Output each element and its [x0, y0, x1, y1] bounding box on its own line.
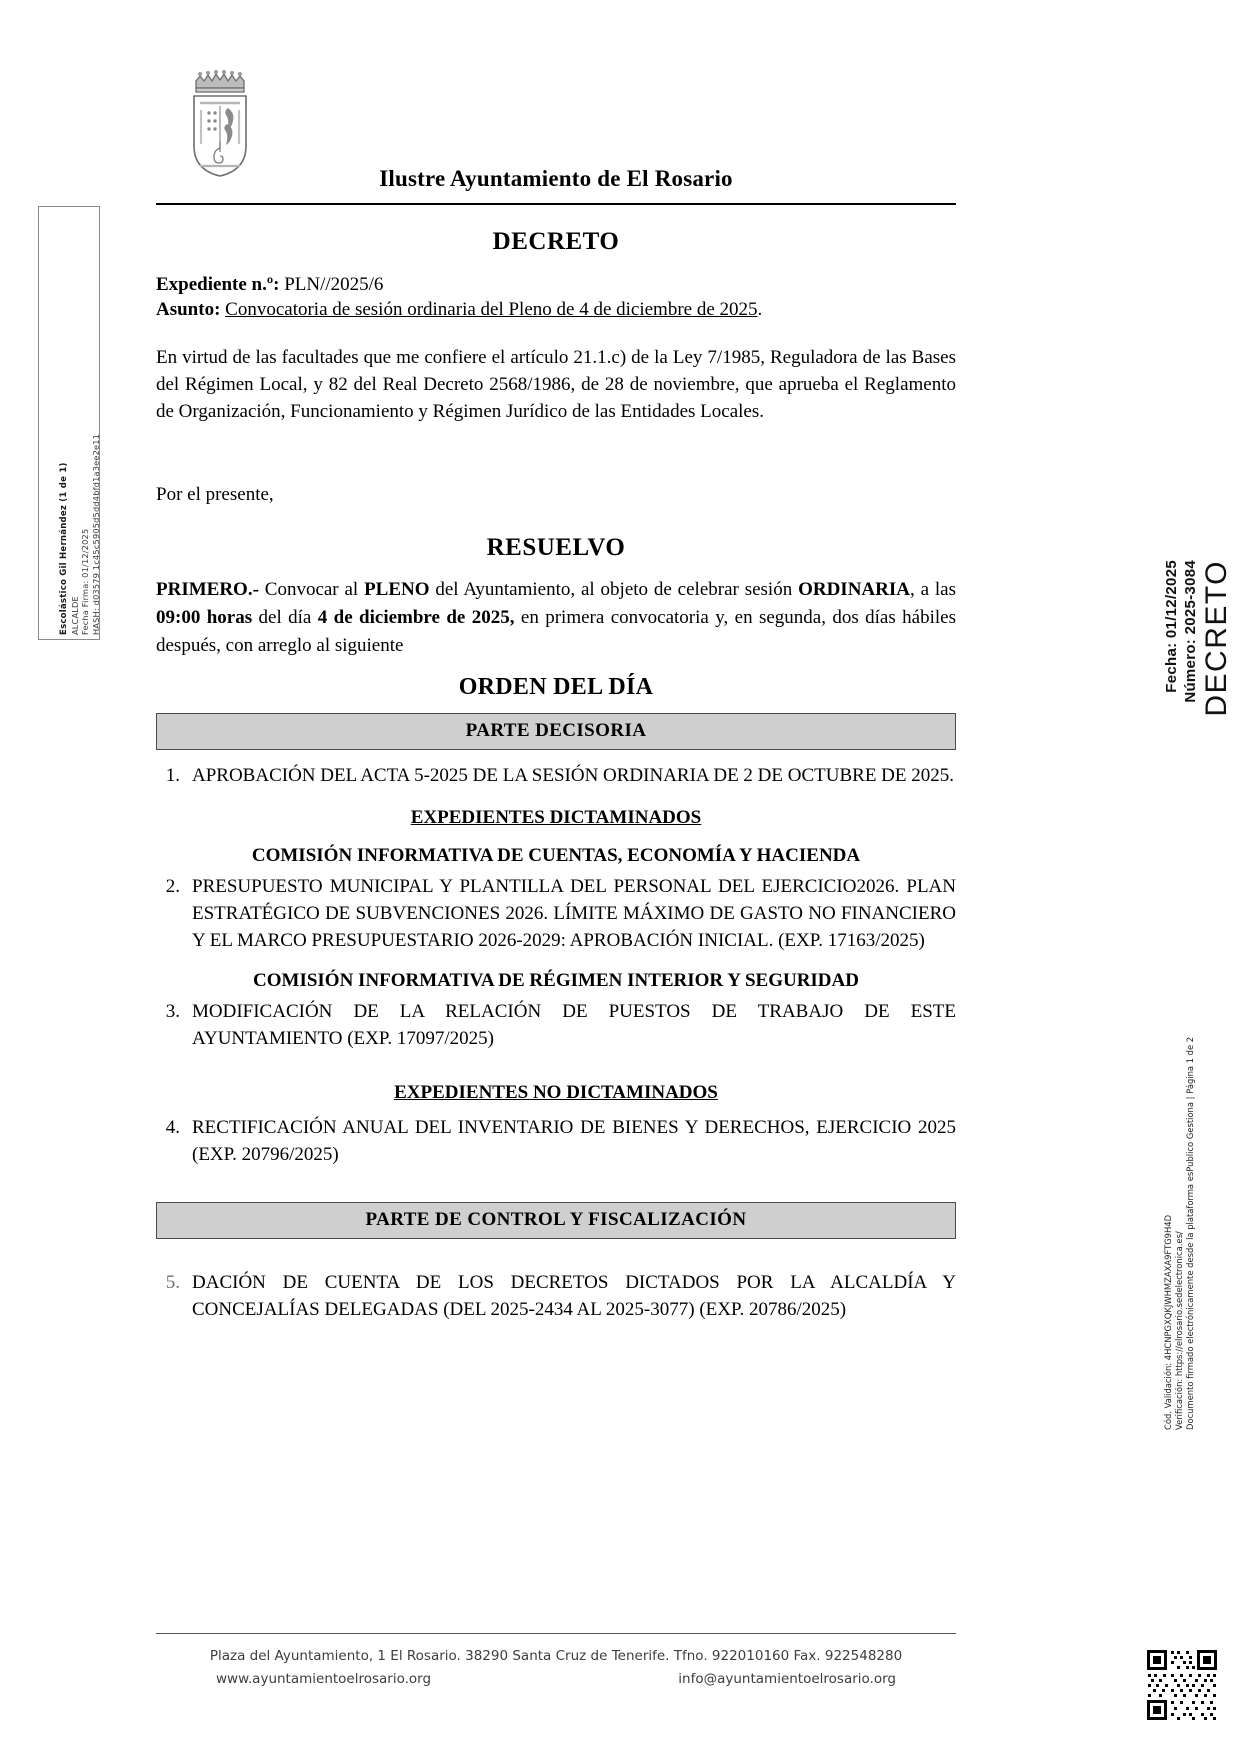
agenda-list-regimen — [156, 998, 956, 1052]
signature-date: Fecha Firma: 01/12/2025 — [80, 528, 90, 635]
footer-email[interactable]: info@ayuntamientoelrosario.org — [678, 1671, 896, 1687]
right-margin-decreto-band — [1163, 560, 1233, 920]
footer-divider — [156, 1633, 956, 1634]
item-text: RECTIFICACIÓN ANUAL DEL INVENTARIO DE BIENES Y DERECHOS, EJERCICIO 2025 (EXP. 20796/2025) — [192, 1117, 956, 1165]
signature-stamp-rotated — [39, 207, 101, 641]
coat-of-arms-icon — [178, 62, 262, 180]
item-number: 5. — [165, 1272, 180, 1293]
item-text: PRESUPUESTO MUNICIPAL Y PLANTILLA DEL PERSONAL DEL EJERCICIO2026. PLAN ESTRATÉGICO DE SUBVENCIONES 2026. LÍMITE MÁXIMO DE GASTO NO FINANCIERO Y EL MARCO PRESUPUESTARIO 2026-2029: APROBACIÓN INICIAL. (EXP. 17163/2025) — [192, 876, 956, 951]
footer-address: Plaza del Ayuntamiento, 1 El Rosario. 38290 Santa Cruz de Tenerife. Tfno. 922010160 Fax. 922548280 — [209, 1648, 903, 1664]
footer-contact-row — [156, 1668, 956, 1691]
agenda-list-control — [156, 1269, 956, 1323]
expediente-value: PLN//2025/6 — [284, 274, 384, 295]
signature-signer-name: Escolástico Gil Hernández (1 de 1) — [59, 462, 69, 635]
band-parte-decisoria: PARTE DECISORIA — [156, 713, 956, 750]
page-footer — [156, 1645, 956, 1691]
orden-del-dia-heading: ORDEN DEL DÍA — [458, 674, 654, 700]
page-title: DECRETO — [492, 228, 620, 255]
asunto-value: Convocatoria de sesión ordinaria del Pleno de 4 de diciembre de 2025 — [225, 299, 758, 320]
signature-hash: HASH: d03579 1c45c5905d5dd4bfd1a3ee2e11 — [90, 433, 101, 635]
signature-signer-role: ALCALDE — [69, 596, 80, 635]
list-item — [156, 998, 956, 1052]
asunto-line — [156, 297, 956, 322]
item-number: 2. — [165, 876, 180, 897]
subhead-comision-cuentas: COMISIÓN INFORMATIVA DE CUENTAS, ECONOMÍA Y HACIENDA — [251, 845, 861, 866]
list-item — [156, 1114, 956, 1168]
qr-code-icon — [1145, 1648, 1219, 1722]
resuelvo-heading: RESUELVO — [486, 534, 626, 561]
right-margin-validation-band — [1163, 1030, 1227, 1430]
platform-note: Documento firmado electrónicamente desde la plataforma esPublico Gestiona | Página 1 de 2 — [1185, 1036, 1195, 1430]
agenda-list-cuentas — [156, 873, 956, 954]
right-margin-decreto-title: DECRETO — [1200, 560, 1233, 717]
subhead-comision-regimen: COMISIÓN INFORMATIVA DE RÉGIMEN INTERIOR Y SEGURIDAD — [253, 970, 859, 991]
por-el-presente: Por el presente, — [156, 484, 274, 505]
subhead-expedientes-dictaminados: EXPEDIENTES DICTAMINADOS — [410, 807, 702, 828]
right-margin-decreto-rotated — [1163, 560, 1233, 920]
validation-code: Cód. Validación: 4HCNPGXQKJWHMZAXA9FTG9H4D — [1163, 1214, 1173, 1430]
header-divider — [156, 203, 956, 205]
list-item — [156, 873, 956, 954]
primero-t4: del día — [252, 607, 318, 628]
right-margin-validation-rotated — [1163, 1030, 1227, 1430]
organization-title: Ilustre Ayuntamiento de El Rosario — [379, 166, 733, 191]
agenda-list-decisoria — [156, 762, 956, 789]
primero-pleno: PLENO — [364, 579, 430, 600]
verification-url[interactable]: Verificación: https://elrosario.sedelectronica.es/ — [1174, 1231, 1184, 1430]
primero-t3: , a las — [909, 579, 956, 600]
primero-fecha: 4 de diciembre de 2025, — [317, 607, 515, 628]
content-flow — [156, 228, 956, 1327]
asunto-period: . — [757, 299, 763, 320]
list-item — [156, 1269, 956, 1323]
item-text: DACIÓN DE CUENTA DE LOS DECRETOS DICTADOS POR LA ALCALDÍA Y CONCEJALÍAS DELEGADAS (DEL 2025-2434 AL 2025-3077) (EXP. 20786/2025) — [192, 1272, 956, 1320]
footer-website[interactable]: www.ayuntamientoelrosario.org — [216, 1671, 432, 1687]
item-number: 3. — [165, 1001, 180, 1022]
agenda-list-no-dictaminados — [156, 1114, 956, 1168]
item-text: MODIFICACIÓN DE LA RELACIÓN DE PUESTOS DE TRABAJO DE ESTE AYUNTAMIENTO (EXP. 17097/2025) — [192, 1001, 956, 1049]
subhead-expedientes-no-dictaminados: EXPEDIENTES NO DICTAMINADOS — [394, 1082, 718, 1103]
preamble-paragraph: En virtud de las facultades que me confiere el artículo 21.1.c) de la Ley 7/1985, Reguladora de las Bases del Régimen Local, y 82 del Real Decreto 2568/1986, de 28 de noviembre, que aprueba el Reglamento de Organización, Funcionamiento y Régimen Jurídico de las Entidades Locales. — [156, 347, 956, 422]
primero-paragraph — [156, 576, 956, 660]
list-item — [156, 762, 956, 789]
item-text: APROBACIÓN DEL ACTA 5-2025 DE LA SESIÓN ORDINARIA DE 2 DE OCTUBRE DE 2025. — [192, 765, 955, 786]
primero-t2: del Ayuntamiento, al objeto de celebrar sesión — [429, 579, 799, 600]
primero-t1: Convocar al — [258, 579, 365, 600]
expediente-line — [156, 272, 956, 297]
primero-label: PRIMERO.- — [156, 579, 259, 600]
primero-ordinaria: ORDINARIA — [798, 579, 910, 600]
item-number: 1. — [165, 765, 180, 786]
band-parte-control: PARTE DE CONTROL Y FISCALIZACIÓN — [156, 1202, 956, 1239]
item-number: 4. — [165, 1117, 180, 1138]
right-margin-date: Fecha: 01/12/2025 — [1163, 560, 1180, 693]
asunto-label: Asunto: — [156, 299, 221, 320]
right-margin-number: Número: 2025-3084 — [1182, 560, 1199, 703]
expediente-label: Expediente n.º: — [156, 274, 280, 295]
primero-t5: en primera convocatoria y, en segunda, dos días hábiles después, con arreglo al siguiente — [156, 607, 956, 656]
primero-hora: 09:00 horas — [156, 607, 253, 628]
signature-stamp-box — [38, 206, 100, 640]
